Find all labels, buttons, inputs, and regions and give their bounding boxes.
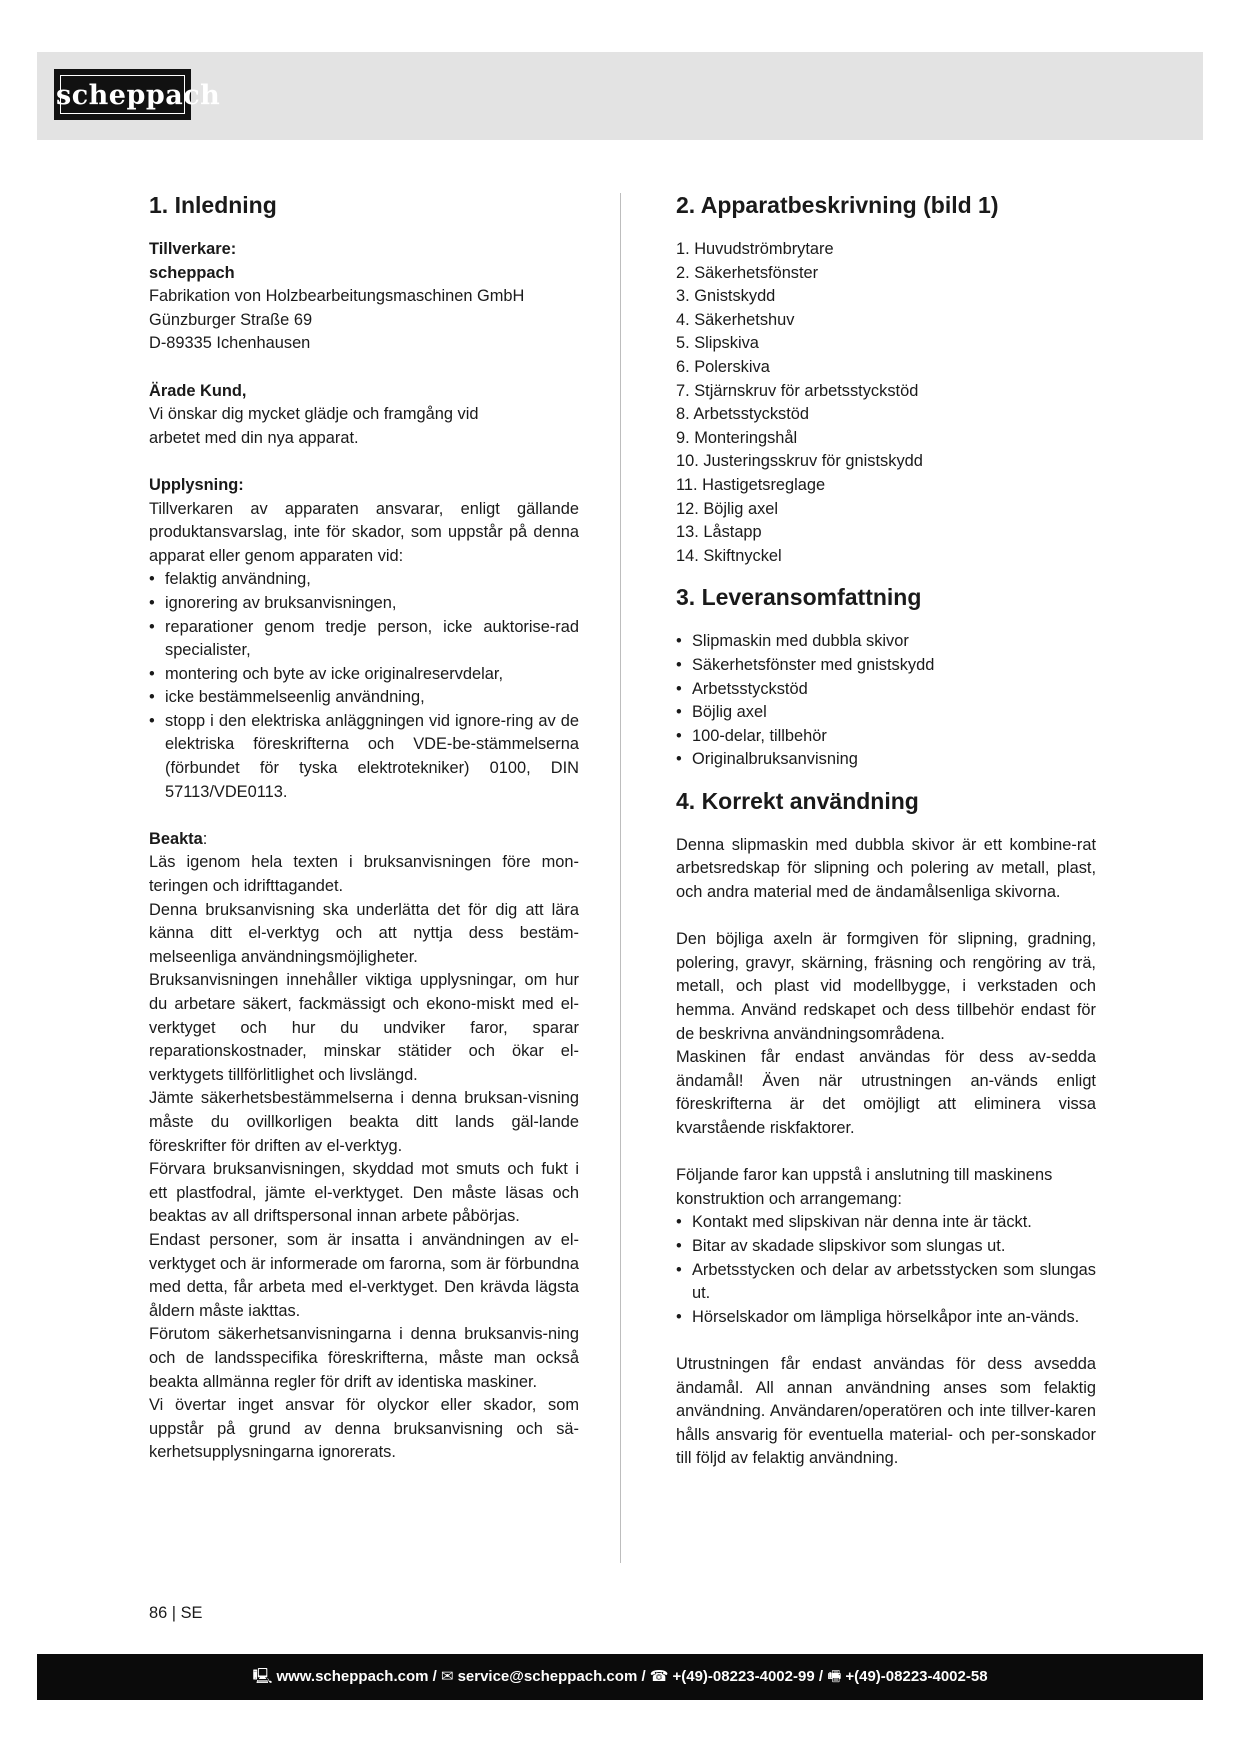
list-item: • 100-delar, tillbehör	[676, 725, 1096, 749]
risks-list	[676, 1211, 1096, 1329]
list-item: • felaktig användning,	[149, 568, 579, 592]
list-item: 13. Låstapp	[676, 523, 762, 542]
note-colon: :	[202, 829, 208, 848]
use-paragraph: Maskinen får endast användas för dess av-sedda ändamål! Även när utrustningen an-vänds enligt föreskrifterna är det omöjligt att eliminera vissa kvarstående riskfaktorer.	[676, 1048, 1096, 1137]
use-paragraph: Den böjliga axeln är formgiven för slipning, gradning, polering, gravyr, skärning, fräsning och rengöring av trä, metall, och plast vid modellbygge, i verkstaden och hemma. Använd redskapet och dess tillbehör endast för de beskrivna användningsområdena.	[676, 930, 1096, 1043]
list-item: • Böjlig axel	[676, 701, 1096, 725]
greeting-text: Vi önskar dig mycket glädje och framgång vid arbetet med din nya apparat.	[149, 405, 479, 447]
note-paragraph: Vi övertar inget ansvar för olyckor eller skador, som uppstår på grund av denna bruksanvisning och sä-kerhetsupplysningarna ignorerats.	[149, 1396, 579, 1462]
list-item: 10. Justeringsskruv för gnistskydd	[676, 452, 923, 471]
list-item: • Arbetsstycken och delar av arbetsstycken som slungas ut.	[676, 1259, 1096, 1306]
list-item: 14. Skiftnyckel	[676, 546, 782, 565]
address-line: D-89335 Ichenhausen	[149, 334, 311, 353]
list-item: • stopp i den elektriska anläggningen vid ignore-ring av de elektriska föreskrifterna och VDE-be-stämmelserna (förbundet för tyska elektrotekniker) 0100, DIN 57113/VDE0113.	[149, 710, 579, 804]
use-paragraph: Denna slipmaskin med dubbla skivor är ett kombine-rat arbetsredskap för slipning och polering av metall, plast, och andra material med de ändamålsenliga skivorna.	[676, 835, 1096, 902]
footer-separator: /	[818, 1668, 824, 1685]
list-item: 12. Böjlig axel	[676, 499, 779, 518]
list-item: 1. Huvudströmbrytare	[676, 240, 834, 258]
section-heading-korrekt-anvandning: 4. Korrekt användning	[676, 787, 919, 814]
note-heading	[149, 828, 579, 852]
address-line: Günzburger Straße 69	[149, 310, 313, 329]
list-item: • Bitar av skadade slipskivor som slungas ut.	[676, 1235, 1096, 1259]
parts-list	[676, 238, 1096, 568]
footer-phone: +(49)-08223-4002-99	[672, 1668, 815, 1685]
list-item: • ignorering av bruksanvisningen,	[149, 592, 579, 616]
list-item: • Slipmaskin med dubbla skivor	[676, 630, 1096, 654]
note-paragraph: Läs igenom hela texten i bruksanvisningen före mon-teringen och idrifttagandet.	[149, 853, 579, 896]
list-item: 3. Gnistskydd	[676, 287, 776, 306]
greeting-label: Ärade Kund,	[149, 381, 247, 400]
column-divider	[620, 193, 621, 1563]
list-item: 8. Arbetsstyckstöd	[676, 405, 810, 424]
list-item: 9. Monteringshål	[676, 428, 798, 447]
list-item: 5. Slipskiva	[676, 334, 759, 353]
page-number: 86 | SE	[149, 1604, 203, 1622]
footer-separator: /	[641, 1668, 646, 1685]
phone-icon: ☎	[649, 1668, 669, 1685]
list-item: 11. Hastigetsreglage	[676, 475, 826, 494]
computer-icon: 🖳	[252, 1668, 273, 1685]
list-item: • Kontakt med slipskivan när denna inte är täckt.	[676, 1211, 1096, 1235]
manufacturer-name: scheppach	[149, 263, 235, 282]
list-item: • reparationer genom tredje person, icke auktorise-rad specialister,	[149, 616, 579, 663]
right-column	[676, 190, 1096, 1471]
list-item: 2. Säkerhetsfönster	[676, 263, 819, 282]
info-label: Upplysning:	[149, 475, 244, 494]
scheppach-logo: scheppach	[54, 69, 191, 120]
note-paragraph: Förutom säkerhetsanvisningarna i denna bruksanvis-ning och de landsspecifika föreskrifterna, måste man också beakta allmänna regler för drift av identiska maskiner.	[149, 1325, 579, 1391]
info-text: Tillverkaren av apparaten ansvarar, enligt gällande produktansvarslag, inte för skador, som uppstår på denna apparat eller genom apparaten vid:	[149, 499, 579, 565]
manufacturer-label: Tillverkare:	[149, 240, 237, 258]
list-item: • Arbetsstyckstöd	[676, 678, 1096, 702]
note-paragraph: Jämte säkerhetsbestämmelserna i denna bruksan-visning måste du ovillkorligen beakta ditt lands gäl-lande föreskrifter för driften av el-verktyg.	[149, 1089, 579, 1155]
address-line: Fabrikation von Holzbearbeitungsmaschinen GmbH	[149, 287, 525, 306]
section-heading-inledning: 1. Inledning	[149, 192, 277, 218]
footer-separator: /	[432, 1668, 437, 1685]
list-item: • Hörselskador om lämpliga hörselkåpor inte an-vänds.	[676, 1306, 1096, 1330]
email-icon: ✉	[440, 1668, 454, 1685]
list-item: 7. Stjärnskruv för arbetsstyckstöd	[676, 381, 919, 400]
info-bullet-list	[149, 568, 579, 804]
section-heading-leveransomfattning: 3. Leveransomfattning	[676, 584, 922, 611]
note-label: Beakta	[149, 829, 203, 848]
note-paragraph: Endast personer, som är insatta i användningen av el-verktyget och är informerade om farorna, som är förbundna med detta, får arbeta med el-verktyget. Den krävda lägsta åldern måste iakttas.	[149, 1230, 580, 1320]
note-paragraph: Bruksanvisningen innehåller viktiga upplysningar, om hur du arbetare säkert, fackmässigt och ekono-miskt med el-verktyget och hur du undviker faror, sparar reparationskostnader, minskar stätider och ökar el-verktygets tillförlitlighet och livslängd.	[149, 971, 579, 1084]
risks-intro: Följande faror kan uppstå i anslutning till maskinens konstruktion och arrangemang:	[676, 1166, 1053, 1208]
left-column	[149, 190, 579, 1465]
footer-fax: +(49)-08223-4002-58	[845, 1668, 988, 1685]
list-item: 6. Polerskiva	[676, 357, 770, 376]
fax-icon: 🖷	[827, 1668, 842, 1685]
list-item: • montering och byte av icke originalreservdelar,	[149, 663, 579, 687]
footer-website-link[interactable]: www.scheppach.com	[276, 1668, 429, 1685]
note-paragraph: Förvara bruksanvisningen, skyddad mot smuts och fukt i ett plastfodral, jämte el-verktyget. Den måste läsas och beaktas av all driftspersonal innan arbete påbörjas.	[149, 1160, 579, 1226]
footer-bar	[37, 1654, 1203, 1700]
footer-email-link[interactable]: service@scheppach.com	[457, 1668, 638, 1685]
note-paragraph: Denna bruksanvisning ska underlätta det för dig att lära känna ditt el-verktyg och att nyttja dess bestäm-melseenliga användningsmöjligheter.	[149, 900, 579, 966]
delivery-list	[676, 630, 1096, 772]
list-item: • icke bestämmelseenlig användning,	[149, 686, 579, 710]
list-item: • Säkerhetsfönster med gnistskydd	[676, 654, 1096, 678]
section-heading-apparatbeskrivning: 2. Apparatbeskrivning (bild 1)	[676, 192, 999, 218]
list-item: • Originalbruksanvisning	[676, 748, 1096, 772]
list-item: 4. Säkerhetshuv	[676, 310, 795, 329]
use-final-paragraph: Utrustningen får endast användas för dess avsedda ändamål. All annan användning anses som felaktig användning. Användaren/operatören och inte tillver-karen hålls ansvarig för eventuella material- och per-sonskador till följd av felaktig användning.	[676, 1354, 1096, 1468]
